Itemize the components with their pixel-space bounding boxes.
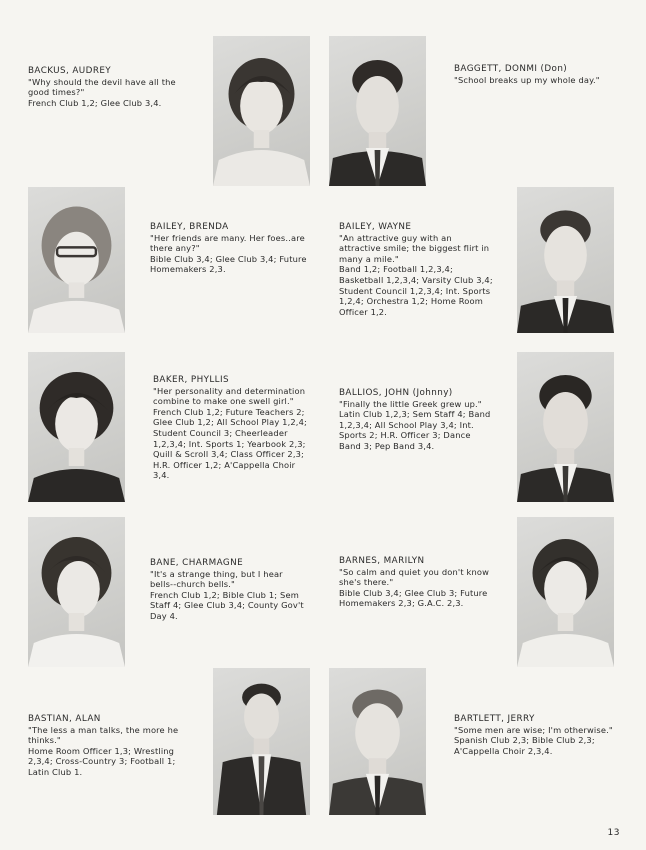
student-quote: "Some men are wise; I'm otherwise." [454,724,613,735]
student-activities: Bible Club 3,4; Glee Club 3,4; Future Homemakers 2,3. [150,253,307,275]
student-name: BARNES, MARILYN [339,556,425,566]
student-name: BARTLETT, JERRY [454,714,535,724]
portrait-baker-phyllis [28,352,125,502]
student-quote: "Her friends are many. Her foes..are there any?" [150,232,305,254]
portrait-bailey-wayne [517,187,614,333]
entry-ballios-john [339,388,493,452]
student-activities: Spanish Club 2,3; Bible Club 2,3; A'Cappella Choir 2,3,4. [454,735,595,756]
student-activities: Latin Club 1,2,3; Sem Staff 4; Band 1,2,3,4; All School Play 3,4; Int. Sports 2; H.R. Officer 3; Dance Band 3; Pep Band 3,4. [339,409,491,451]
student-quote: "Finally the little Greek grew up." [339,398,482,409]
student-activities: Home Room Officer 1,3; Wrestling 2,3,4; Cross-Country 3; Football 1; Latin Club 1. [28,745,176,777]
student-quote: "School breaks up my whole day." [454,74,600,85]
entry-bartlett-jerry [454,714,624,756]
page-number: 13 [607,828,620,838]
student-quote: "The less a man talks, the more he thinks." [28,724,179,746]
student-quote: "It's a strange thing, but I hear bells--church bells." [150,568,283,590]
portrait-ballios-john [517,352,614,502]
portrait-bailey-brenda [28,187,125,333]
student-name: BANE, CHARMAGNE [150,558,244,568]
portrait-backus-audrey [213,36,310,186]
entry-bailey-brenda [150,222,308,275]
student-quote: "Why should the devil have all the good times?" [28,76,176,98]
entry-barnes-marilyn [339,556,493,609]
entry-backus-audrey [28,66,198,108]
portrait-bastian-alan [213,668,310,815]
student-name: BAILEY, BRENDA [150,222,229,232]
student-activities: French Club 1,2; Bible Club 1; Sem Staff 4; Glee Club 3,4; County Gov't Day 4. [150,589,304,621]
student-activities: French Club 1,2; Glee Club 3,4. [28,97,162,108]
portrait-bane-charmagne [28,517,125,667]
student-name: BACKUS, AUDREY [28,66,112,76]
entry-bane-charmagne [150,558,308,622]
student-activities: French Club 1,2; Future Teachers 2; Glee Club 1,2; All School Play 1,2,4; Student Council 3; Cheerleader 1,2,3,4; Int. Sports 1; Yearbook 2,3; Quill & Scroll 3,4; Class Officer 2,3; H.R. Officer 1,2; A'Cappella Choir 3,4. [153,406,307,481]
student-activities: Bible Club 3,4; Glee Club 3; Future Homemakers 2,3; G.A.C. 2,3. [339,587,488,609]
student-quote: "An attractive guy with an attractive smile; the biggest flirt in many a mile." [339,232,490,264]
student-name: BAILEY, WAYNE [339,222,412,232]
student-name: BAKER, PHYLLIS [153,375,229,385]
student-name: BASTIAN, ALAN [28,714,101,724]
student-quote: "So calm and quiet you don't know she's there." [339,566,490,588]
student-name: BALLIOS, JOHN (Johnny) [339,388,453,398]
portrait-bartlett-jerry [329,668,426,815]
portrait-baggett-donmi [329,36,426,186]
student-quote: "Her personality and determination combine to make one swell girl." [153,385,306,407]
student-name: BAGGETT, DONMI (Don) [454,64,568,74]
student-activities: Band 1,2; Football 1,2,3,4; Basketball 1,2,3,4; Varsity Club 3,4; Student Council 1,2,3,4; Int. Sports 1,2,4; Orchestra 1,2; Home Room Officer 1,2. [339,264,493,317]
entry-bastian-alan [28,714,198,778]
entry-baker-phyllis [153,375,310,481]
portrait-barnes-marilyn [517,517,614,667]
entry-bailey-wayne [339,222,493,317]
entry-baggett-donmi [454,64,624,85]
